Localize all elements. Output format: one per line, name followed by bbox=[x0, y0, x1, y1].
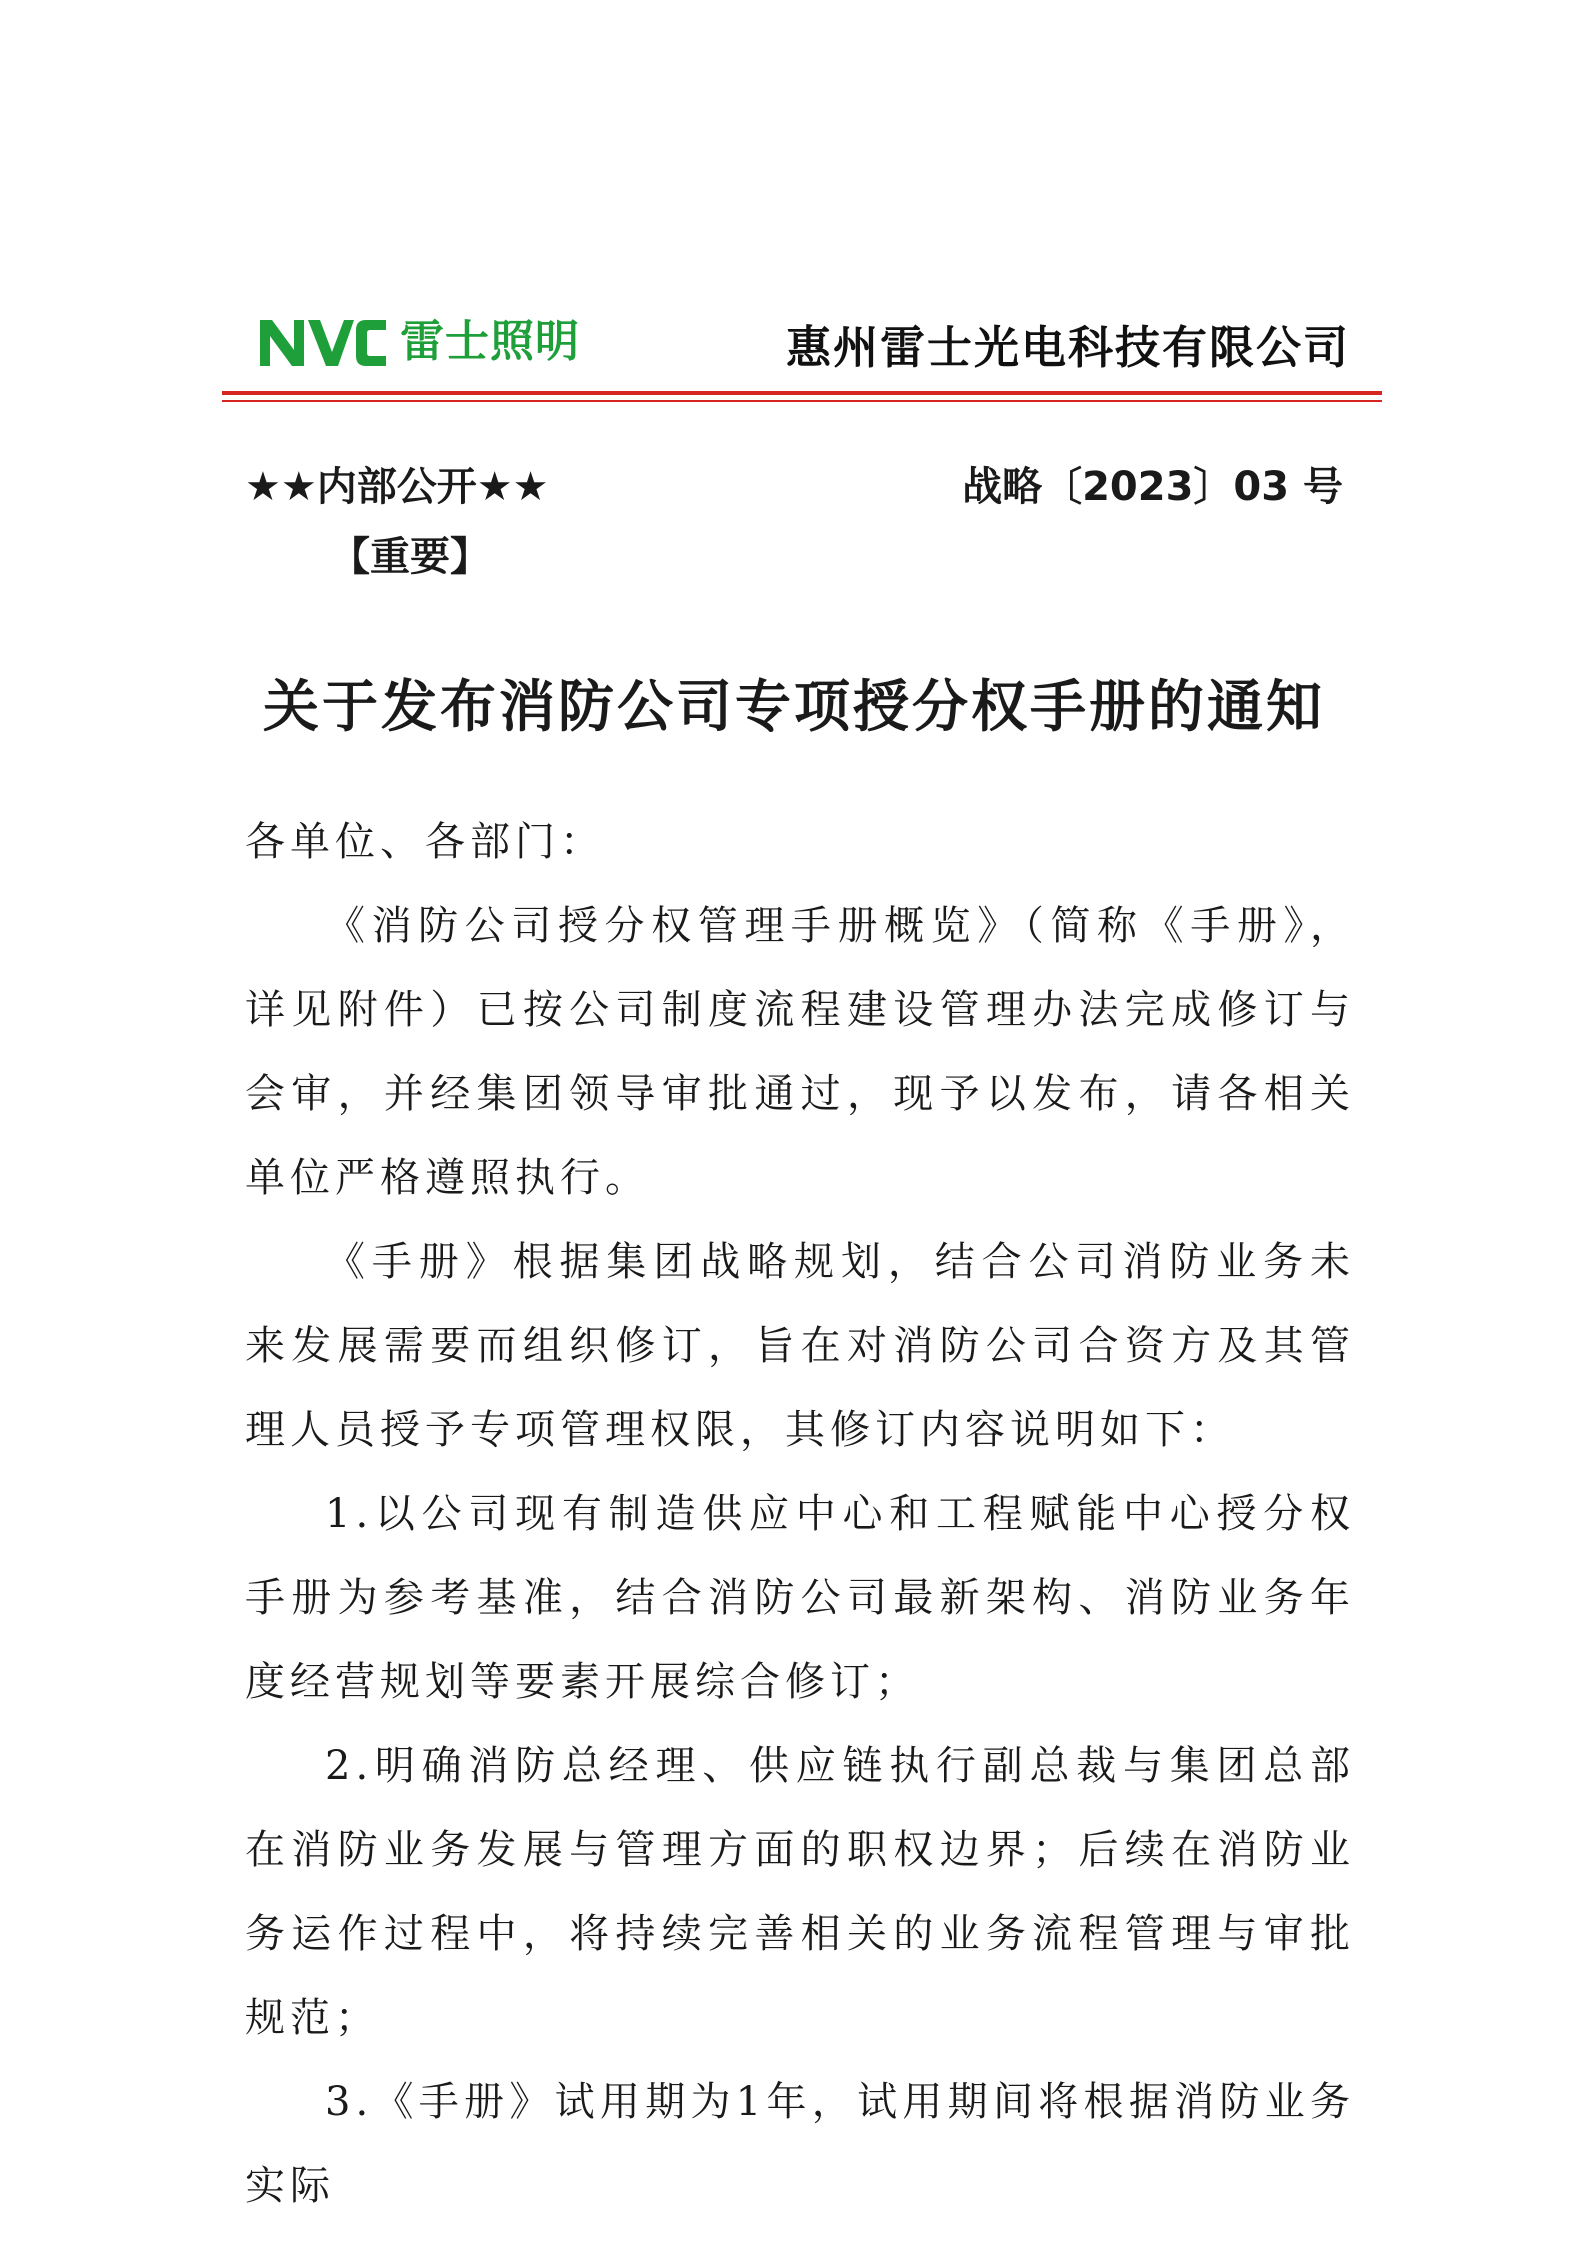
document-title: 关于发布消防公司专项授分权手册的通知 bbox=[263, 674, 1325, 740]
company-name: 惠州雷士光电科技有限公司 bbox=[785, 321, 1350, 374]
document-number: 战略〔2023〕03 号 bbox=[962, 464, 1343, 510]
body-paragraph: 《手册》根据集团战略规划，结合公司消防业务未来发展需要而组织修订，旨在对消防公司合资方及其管理人员授予专项管理权限，其修订内容说明如下： bbox=[245, 1239, 1355, 1453]
header-rule-thin bbox=[222, 400, 1382, 402]
body-paragraph: 《消防公司授分权管理手册概览》（简称《手册》，详见附件）已按公司制度流程建设管理办法完成修订与会审，并经集团领导审批通过，现予以发布，请各相关单位严格遵照执行。 bbox=[245, 903, 1355, 1201]
logo-text: 雷士照明 bbox=[400, 316, 580, 367]
body-paragraph: 2.明确消防总经理、供应链执行副总裁与集团总部在消防业务发展与管理方面的职权边界；后续在消防业务运作过程中，将持续完善相关的业务流程管理与审批规范； bbox=[245, 1743, 1355, 2041]
company-logo bbox=[258, 316, 580, 368]
nvc-logo-icon bbox=[258, 316, 388, 368]
body-paragraph: 3.《手册》试用期为1年，试用期间将根据消防业务实际 bbox=[245, 2079, 1355, 2209]
document-body bbox=[245, 800, 1355, 2228]
classification-label: ★★内部公开★★ bbox=[245, 464, 549, 510]
body-paragraph: 1.以公司现有制造供应中心和工程赋能中心授分权手册为参考基准，结合消防公司最新架构、消防业务年度经营规划等要素开展综合修订； bbox=[245, 1491, 1355, 1705]
header-rule-thick bbox=[222, 391, 1382, 395]
salutation: 各单位、各部门： bbox=[245, 819, 605, 865]
importance-label: 【重要】 bbox=[330, 534, 490, 580]
